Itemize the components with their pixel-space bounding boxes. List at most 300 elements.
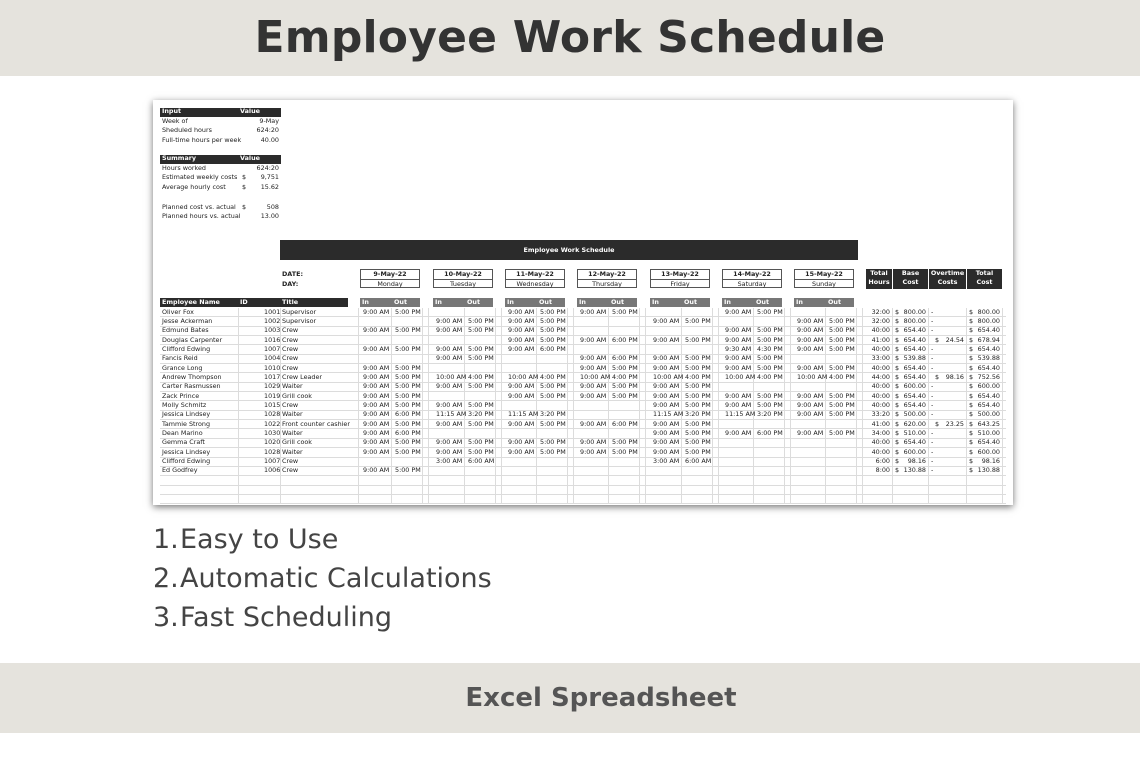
total-hours: 40:00 [871,326,890,335]
day-date: 10-May-22 [434,270,492,280]
day-date: 12-May-22 [578,270,636,280]
shift-in: 9:00 AM [363,410,390,419]
shift-in: 11:15 AM [653,410,684,419]
total-hours: 6:00 [875,457,890,465]
employee-name: Tammie Strong [162,419,211,428]
currency-symbol: $ [895,354,900,363]
shift-out: 4:30 PM [757,344,783,353]
table-row [160,495,1006,504]
in-out-header [794,298,854,307]
value-header-label: Value [240,107,260,115]
shift-out: 5:00 PM [540,335,566,344]
shift-in: 9:00 AM [725,400,752,409]
overtime-cost: - [931,428,934,437]
out-header: Out [828,298,842,306]
shift-in: 9:00 AM [363,307,390,316]
total-cost: 500.00 [977,410,1000,419]
day-name: Saturday [737,280,767,288]
shift-out: 5:00 PM [685,335,711,344]
shift-in: 9:00 AM [508,419,535,428]
shift-in: 9:00 AM [508,307,535,316]
base-cost: 800.00 [903,307,926,316]
base-cost: 539.88 [903,354,926,363]
shift-out: 5:00 PM [829,428,855,437]
day-name: Monday [377,280,403,288]
shift-out: 5:00 PM [468,326,494,335]
in-header: In [724,298,731,306]
currency-symbol: $ [969,447,974,456]
planned-row: Planned cost vs. actual $ 508 [162,203,279,211]
shift-in: 9:00 AM [508,316,535,325]
overtime-cost: 98.16 [945,372,964,381]
shift-out: 5:00 PM [685,354,711,363]
currency-symbol: $ [895,335,900,344]
shift-in: 9:00 AM [580,335,607,344]
shift-out: 5:00 PM [395,363,421,372]
shift-out: 5:00 PM [468,400,494,409]
base-cost: 654.40 [903,400,926,409]
page-title: Employee Work Schedule [254,12,886,63]
currency-symbol: $ [895,438,900,447]
shift-in: 9:00 AM [363,466,390,475]
total-hours: 34:00 [871,428,890,437]
employee-name: Molly Schmitz [162,400,207,409]
shift-in: 9:00 AM [580,391,607,400]
total-hours: 40:00 [871,363,890,372]
employee-id: 1010 [264,363,281,372]
overtime-cost: - [931,363,934,372]
shift-out: 4:00 PM [540,372,566,381]
currency-symbol: $ [969,400,974,409]
shift-in: 9:00 AM [508,447,535,456]
base-cost: 130.88 [903,466,926,475]
shift-out: 5:00 PM [540,419,566,428]
overtime-cost: - [931,354,934,363]
employee-id: 1007 [264,344,281,353]
input-row: Week of 9-May [162,117,279,125]
footer-text: Excel Spreadsheet [465,683,737,713]
table-row [160,476,1006,485]
summary-row: Estimated weekly costs $ 9,751 [162,173,279,182]
employee-id: 1003 [264,326,281,335]
shift-out: 5:00 PM [829,335,855,344]
day-box [794,269,854,288]
employee-title: Crew [282,457,299,465]
shift-out: 6:00 AM [685,457,712,465]
shift-out: 5:00 PM [685,316,711,325]
currency-symbol: $ [895,466,900,475]
employee-name: Oliver Fox [162,307,194,316]
total-cost: 654.40 [977,438,1000,447]
shift-in: 9:00 AM [436,326,463,335]
employee-name: Jessica Lindsey [162,410,211,419]
overtime-cost: - [931,466,934,475]
currency-symbol: $ [895,363,900,372]
shift-in: 9:00 AM [797,400,824,409]
shift-out: 6:00 PM [395,410,421,419]
shift-in: 9:00 AM [436,382,463,391]
currency-symbol: $ [895,316,900,325]
shift-in: 9:00 AM [653,419,680,428]
shift-out: 5:00 PM [612,391,638,400]
currency-symbol: $ [969,419,974,428]
totals-header-line2: Costs [937,278,958,286]
base-cost: 500.00 [903,410,926,419]
shift-in: 9:00 AM [436,344,463,353]
employee-title: Crew [282,335,299,344]
day-box [650,269,710,288]
out-header: Out [611,298,625,306]
shift-in: 9:00 AM [508,382,535,391]
total-hours: 44:00 [871,372,890,381]
base-cost: 620.00 [903,419,926,428]
shift-out: 5:00 PM [757,391,783,400]
shift-in: 3:00 AM [436,457,463,465]
currency-symbol: $ [969,307,974,316]
total-cost: 654.40 [977,400,1000,409]
shift-out: 3:20 PM [468,410,494,419]
base-cost: 654.40 [903,391,926,400]
shift-in: 9:00 AM [436,316,463,325]
employee-id: 1020 [264,438,281,447]
shift-out: 5:00 PM [612,438,638,447]
employee-id: 1015 [264,400,281,409]
shift-in: 10:00 AM [725,372,756,381]
feature-item: 3.Fast Scheduling [153,602,393,633]
currency-symbol: $ [969,410,974,419]
summary-row: Hours worked 624:20 [162,164,279,172]
input-header-label: Input [162,107,182,115]
employee-name: Grance Long [162,363,203,372]
total-hours: 32:00 [871,307,890,316]
total-cost: 752.56 [977,372,1000,381]
shift-in: 9:00 AM [363,372,390,381]
shift-out: 5:00 PM [395,382,421,391]
shift-out: 5:00 PM [612,363,638,372]
shift-out: 5:00 PM [395,419,421,428]
currency-symbol: $ [969,428,974,437]
shift-in: 9:00 AM [436,354,463,363]
shift-in: 9:00 AM [363,419,390,428]
shift-out: 5:00 PM [757,307,783,316]
overtime-cost: - [931,410,934,419]
shift-in: 9:00 AM [363,382,390,391]
in-header: In [507,298,514,306]
employee-id: 1016 [264,335,281,344]
id-header: ID [240,298,248,306]
totals-header [866,269,892,289]
shift-in: 9:00 AM [436,438,463,447]
feature-list [153,520,492,637]
currency-symbol: $ [969,316,974,325]
shift-in: 3:00 AM [653,457,680,465]
employee-title: Waiter [282,447,303,456]
day-date: 13-May-22 [651,270,709,280]
employee-title: Waiter [282,410,303,419]
totals-header-line2: Total Cost [975,269,994,286]
currency-symbol: $ [969,372,974,381]
out-header: Out [394,298,408,306]
shift-out: 5:00 PM [829,326,855,335]
shift-out: 5:00 PM [540,438,566,447]
shift-out: 6:00 PM [540,344,566,353]
total-cost: 539.88 [977,354,1000,363]
planned-row: Planned hours vs. actual 13.00 [162,212,279,221]
overtime-cost: - [931,382,934,391]
shift-out: 5:00 PM [468,316,494,325]
shift-out: 5:00 PM [757,400,783,409]
shift-out: 4:00 PM [468,372,494,381]
currency-symbol: $ [895,410,900,419]
base-cost: 654.40 [903,335,926,344]
shift-in: 9:00 AM [653,382,680,391]
shift-in: 9:00 AM [797,335,824,344]
total-cost: 600.00 [977,382,1000,391]
shift-in: 9:00 AM [725,307,752,316]
schedule-title-bar [280,240,858,260]
shift-in: 11:15 AM [436,410,467,419]
shift-in: 9:00 AM [653,400,680,409]
employee-title: Crew Leader [282,372,323,381]
employee-id: 1022 [264,419,281,428]
shift-in: 10:00 AM [580,372,611,381]
out-header: Out [756,298,770,306]
in-out-header [433,298,493,307]
currency-symbol: $ [895,428,900,437]
total-hours: 33:20 [871,410,890,419]
employee-id: 1029 [264,382,281,391]
shift-in: 9:00 AM [436,400,463,409]
bottom-banner [0,663,1140,733]
shift-in: 9:00 AM [653,354,680,363]
shift-out: 5:00 PM [540,307,566,316]
shift-out: 5:00 PM [612,382,638,391]
day-box [577,269,637,288]
total-hours: 40:00 [871,400,890,409]
shift-out: 5:00 PM [395,326,421,335]
in-out-header [577,298,637,307]
overtime-cost: - [931,438,934,447]
total-hours: 40:00 [871,438,890,447]
employee-title: Crew [282,400,299,409]
shift-out: 5:00 PM [468,438,494,447]
shift-out: 5:00 PM [612,447,638,456]
employee-title: Crew [282,344,299,353]
shift-in: 10:00 AM [653,372,684,381]
employee-id: 1019 [264,391,281,400]
totals-header-line2: Base Cost [901,269,920,286]
overtime-cost: - [931,307,934,316]
employee-name: Gemma Craft [162,438,205,447]
currency-symbol: $ [895,372,900,381]
currency-symbol: $ [969,438,974,447]
base-cost: 654.40 [903,372,926,381]
total-cost: 600.00 [977,447,1000,456]
shift-in: 9:00 AM [363,344,390,353]
currency-symbol: $ [895,307,900,316]
shift-in: 9:00 AM [580,419,607,428]
shift-out: 4:00 PM [757,372,783,381]
shift-in: 9:00 AM [508,438,535,447]
shift-out: 5:00 PM [395,344,421,353]
shift-in: 9:00 AM [580,354,607,363]
currency-symbol: $ [895,447,900,456]
total-hours: 40:00 [871,447,890,456]
day-name: Tuesday [450,280,476,288]
shift-in: 9:00 AM [508,326,535,335]
currency-symbol: $ [935,419,940,428]
in-out-header [722,298,782,307]
employee-name: Andrew Thompson [162,372,222,381]
day-box [433,269,493,288]
day-name: Wednesday [516,280,554,288]
shift-in: 9:00 AM [580,438,607,447]
currency-symbol: $ [895,382,900,391]
employee-title: Grill cook [282,391,312,400]
feature-item: 2.Automatic Calculations [153,563,492,594]
employee-id: 1028 [264,447,281,456]
employee-id: 1002 [264,316,281,325]
shift-in: 9:00 AM [797,316,824,325]
shift-out: 6:00 PM [395,428,421,437]
shift-in: 9:00 AM [725,326,752,335]
employee-name: Fancis Reid [162,354,198,363]
input-header [160,108,281,117]
shift-out: 6:00 PM [612,354,638,363]
currency-symbol: $ [969,466,974,475]
employee-name: Douglas Carpenter [162,335,223,344]
currency-symbol: $ [895,457,900,465]
currency-symbol: $ [935,372,940,381]
day-date: 14-May-22 [723,270,781,280]
base-cost: 654.40 [903,326,926,335]
top-banner [0,0,1140,76]
shift-in: 9:00 AM [725,428,752,437]
currency-symbol: $ [895,400,900,409]
shift-out: 5:00 PM [468,382,494,391]
shift-out: 5:00 PM [685,438,711,447]
total-cost: 800.00 [977,307,1000,316]
employee-name: Ed Godfrey [162,466,198,475]
shift-out: 5:00 PM [395,447,421,456]
shift-in: 9:00 AM [653,391,680,400]
shift-in: 9:00 AM [725,363,752,372]
shift-in: 9:00 AM [580,447,607,456]
shift-out: 6:00 PM [612,335,638,344]
day-date: 15-May-22 [795,270,853,280]
day-box [505,269,565,288]
shift-out: 5:00 PM [829,344,855,353]
employee-name: Clifford Edwing [162,344,211,353]
employee-name: Zack Prince [162,391,200,400]
shift-out: 5:00 PM [540,391,566,400]
employee-id: 1030 [264,428,281,437]
shift-in: 9:00 AM [508,391,535,400]
shift-out: 6:00 PM [757,428,783,437]
in-out-header [505,298,565,307]
shift-in: 9:00 AM [653,438,680,447]
shift-out: 5:00 PM [685,400,711,409]
in-header: In [579,298,586,306]
shift-in: 9:00 AM [797,326,824,335]
shift-out: 5:00 PM [540,447,566,456]
employee-title: Supervisor [282,307,317,316]
base-cost: 600.00 [903,382,926,391]
currency-symbol: $ [895,419,900,428]
total-hours: 8:00 [875,466,890,475]
day-label: DAY: [282,280,299,288]
currency-symbol: $ [969,344,974,353]
base-cost: 654.40 [903,438,926,447]
overtime-cost: 23.25 [945,419,964,428]
overtime-cost: - [931,316,934,325]
totals-header [893,269,928,289]
total-hours: 40:00 [871,382,890,391]
overtime-cost: - [931,400,934,409]
employee-title: Waiter [282,382,303,391]
shift-out: 5:00 PM [395,307,421,316]
shift-out: 3:20 PM [685,410,711,419]
shift-out: 5:00 PM [757,335,783,344]
shift-out: 5:00 PM [685,419,711,428]
schedule-grid [160,308,1006,504]
shift-in: 10:00 AM [436,372,467,381]
table-row [160,467,1006,476]
input-row: Sheduled hours 624:20 [162,126,279,135]
shift-in: 9:00 AM [653,428,680,437]
overtime-cost: - [931,326,934,335]
employee-name: Jesse Ackerman [162,316,213,325]
shift-in: 9:00 AM [363,438,390,447]
shift-out: 3:20 PM [540,410,566,419]
employee-name: Clifford Edwing [162,457,211,465]
in-out-header [360,298,420,307]
shift-in: 9:00 AM [580,307,607,316]
employee-id: 1001 [264,307,281,316]
employee-id: 1006 [264,466,281,475]
shift-in: 9:00 AM [363,428,390,437]
shift-in: 9:00 AM [797,410,824,419]
shift-in: 9:00 AM [797,391,824,400]
shift-out: 5:00 PM [685,447,711,456]
input-table [160,108,281,145]
total-cost: 654.40 [977,326,1000,335]
base-cost: 98.16 [907,457,926,465]
currency-symbol: $ [895,344,900,353]
shift-out: 5:00 PM [468,447,494,456]
shift-out: 6:00 PM [612,419,638,428]
employee-name: Jessica Lindsey [162,447,211,456]
shift-out: 5:00 PM [395,400,421,409]
shift-out: 5:00 PM [395,391,421,400]
currency-symbol: $ [895,326,900,335]
shift-out: 5:00 PM [757,354,783,363]
currency-symbol: $ [895,391,900,400]
total-hours: 40:00 [871,391,890,400]
day-name: Sunday [812,280,836,288]
schedule-title: Employee Work Schedule [523,246,615,254]
shift-in: 9:00 AM [363,391,390,400]
shift-out: 5:00 PM [540,326,566,335]
shift-out: 5:00 PM [757,363,783,372]
totals-header-line1: Total [870,269,888,277]
day-date: 11-May-22 [506,270,564,280]
employee-name: Dean Marino [162,428,203,437]
total-cost: 800.00 [977,316,1000,325]
shift-in: 9:00 AM [653,335,680,344]
shift-out: 5:00 PM [540,316,566,325]
total-cost: 654.40 [977,363,1000,372]
